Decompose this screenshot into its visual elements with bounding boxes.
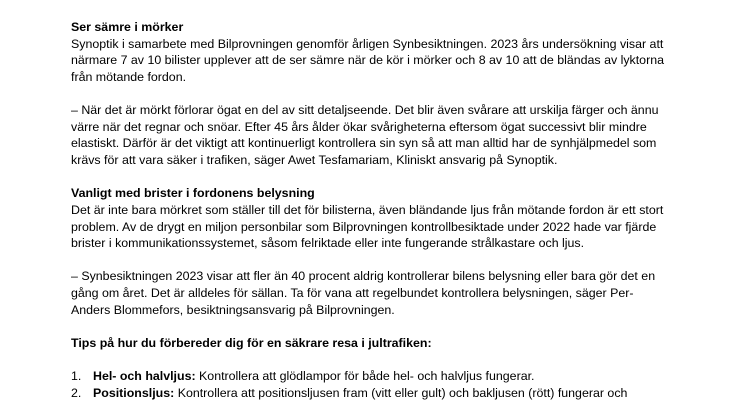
list-item (71, 385, 671, 402)
list-item (71, 368, 671, 385)
list-term: Positionsljus: (93, 385, 175, 400)
section-heading-darkness: Ser sämre i mörker (71, 20, 184, 34)
list-number: 1. (71, 369, 82, 384)
list-text: Kontrollera att glödlampor för både hel- och halvljus fungerar. (195, 369, 535, 384)
paragraph-lighting-defects: Det är inte bara mörkret som ställer till det för bilisterna, även bländande ljus från mötande fordon är ett stort problem. Av de drygt en miljon personbilar som Bilprovningen kontrollbesiktade under 2022 hade var fjärde brister i kommunikationssystemet, såsom felriktade eller inte fungerande strålkastare och ljus. (71, 202, 664, 251)
tips-list (71, 368, 671, 401)
paragraph-quote-inspector: – Synbesiktningen 2023 visar att fler än 40 procent aldrig kontrollerar bilens belysning eller bara gör det en gång om året. Det är alldeles för sällan. Ta för vana att regelbundet kontrollera belysningen, säger Per-Anders Blommefors, besiktningsansvarig på Bilprovningen. (71, 269, 656, 317)
list-text: Kontrollera att positionsljusen fram (vitt eller gult) och bakljusen (rött) fungerar och (174, 385, 628, 400)
list-number: 2. (71, 385, 82, 400)
tips-heading: Tips på hur du förbereder dig för en säkrare resa i jultrafiken: (71, 336, 432, 351)
paragraph-quote-optician: – När det är mörkt förlorar ögat en del av sitt detaljseende. Det blir även svårare att urskilja färger och ännu värre när det regnar och snöar. Efter 45 års ålder ökar svårigheterna eftersom ögat successivt blir mindre elastiskt. Därför är det viktigt att kontinuerligt kontrollera sin syn så att man alltid har de synhjälpmedel som krävs för att vara säker i trafiken, säger Awet Tesfamariam, Kliniskt ansvarig på Synoptik. (71, 102, 659, 167)
paragraph-survey: Synoptik i samarbete med Bilprovningen genomför årligen Synbesiktningen. 2023 års undersökning visar att närmare 7 av 10 bilister upplever att de ser sämre när de kör i mörker och 8 av 10 att de bländas av lyktorna från mötande fordon. (71, 36, 664, 84)
document-body (71, 19, 671, 401)
section-heading-lighting: Vanligt med brister i fordonens belysning (71, 186, 315, 201)
list-term: Hel- och halvljus: (93, 369, 196, 384)
